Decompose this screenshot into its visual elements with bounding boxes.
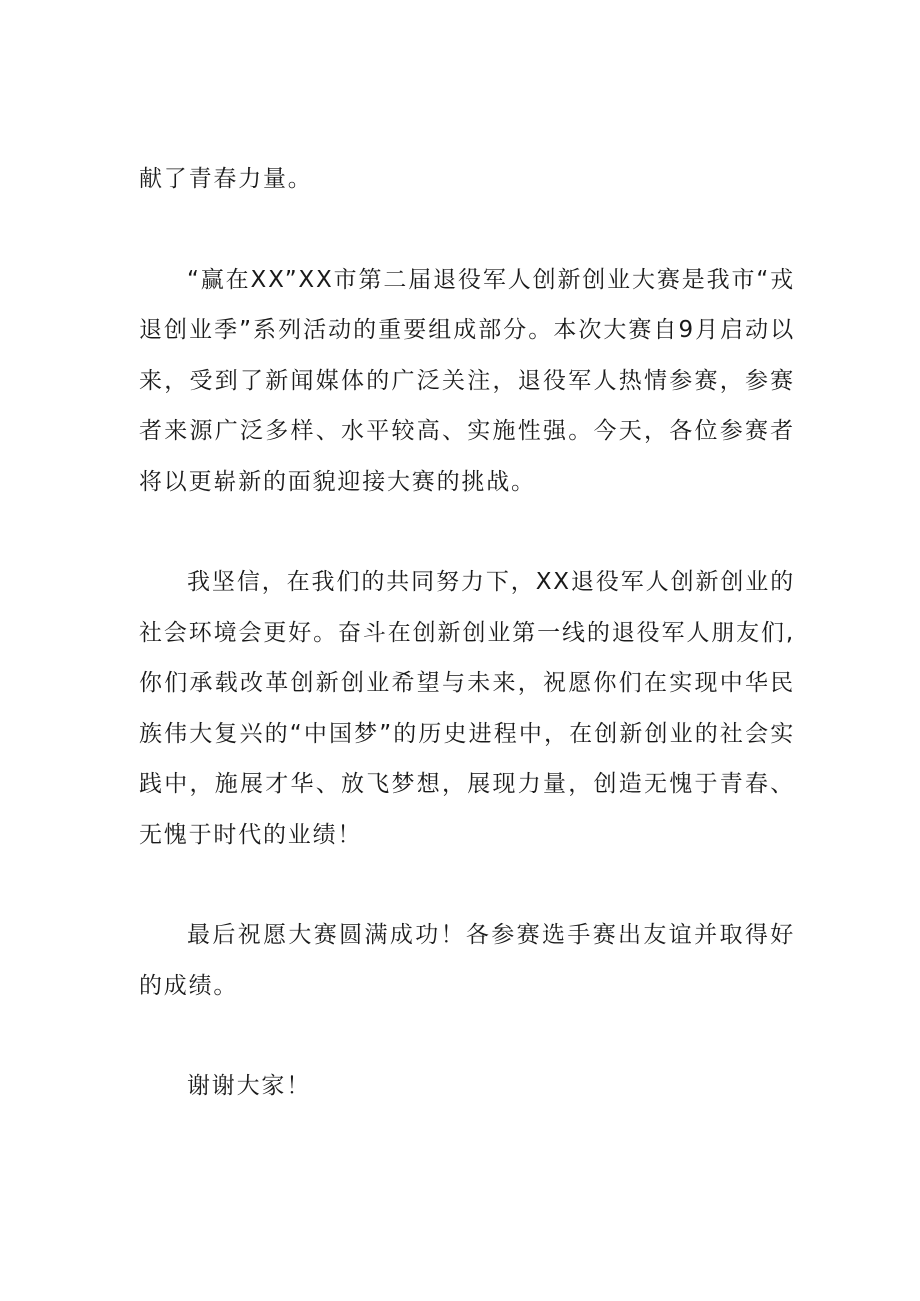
paragraph-gap (139, 507, 795, 557)
paragraph-gap (139, 205, 795, 255)
paragraph-gap (139, 860, 795, 910)
paragraph-gap (139, 1011, 795, 1061)
document-body (139, 154, 795, 1112)
paragraph-contest-intro: “赢在XX”XX市第二届退役军人创新创业大赛是我市“戎退创业季”系列活动的重要组成部分。本次大赛自9月启动以来，受到了新闻媒体的广泛关注，退役军人热情参赛，参赛者来源广泛多样、水平较高、实施性强。今天，各位参赛者将以更崭新的面貌迎接大赛的挑战。 (139, 266, 795, 495)
paragraph-continuation: 献了青春力量。 (139, 166, 313, 192)
paragraph-belief-wishes: 我坚信，在我们的共同努力下，XX退役军人创新创业的社会环境会更好。奋斗在创新创业第一线的退役军人朋友们,你们承载改革创新创业希望与未来，祝愿你们在实现中华民族伟大复兴的“中国梦”的历史进程中，在创新创业的社会实践中，施展才华、放飞梦想，展现力量，创造无愧于青春、无愧于时代的业绩！ (139, 569, 795, 848)
paragraph-thanks: 谢谢大家！ (187, 1073, 311, 1099)
paragraph-final-wishes: 最后祝愿大赛圆满成功！各参赛选手赛出友谊并取得好的成绩。 (139, 922, 795, 999)
